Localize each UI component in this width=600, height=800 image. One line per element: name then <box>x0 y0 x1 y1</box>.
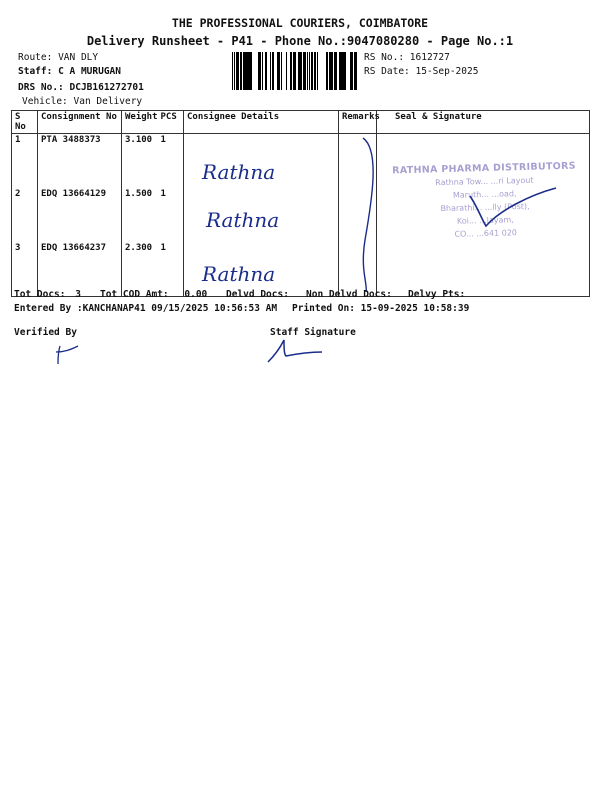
tot-cod-value: 0.00 <box>184 289 208 300</box>
handwritten-signature: Rathna <box>202 262 276 286</box>
rs-date-label: RS Date: <box>364 66 410 77</box>
route-value: VAN DLY <box>58 52 99 63</box>
vehicle-value: Van Delivery <box>73 96 143 107</box>
cell-consignment: EDQ 13664237 <box>38 242 122 297</box>
cell-weight: 3.100 <box>122 134 158 189</box>
tot-docs-label: Tot Docs: <box>14 289 66 300</box>
rs-date-value: 15-Sep-2025 <box>415 66 479 77</box>
col-header-weight: Weight <box>122 111 158 134</box>
cell-consignment: EDQ 13664129 <box>38 188 122 242</box>
col-header-consignee: Consignee Details <box>184 111 339 134</box>
drs-value: DCJB161272701 <box>69 82 144 93</box>
vehicle-label: Vehicle: <box>22 96 68 107</box>
entered-by: Entered By :KANCHANAP41 09/15/2025 10:56:53 AM <box>14 303 278 314</box>
cell-pcs: 1 <box>158 188 184 242</box>
cell-pcs: 1 <box>158 242 184 297</box>
tot-cod-label: Tot COD Amt: <box>100 289 169 300</box>
tot-docs <box>14 289 81 300</box>
staff-value: C A MURUGAN <box>58 66 121 77</box>
tot-cod <box>100 289 207 300</box>
page-title: THE PROFESSIONAL COURIERS, COIMBATORE <box>171 16 429 30</box>
stamp-line: Rathna Tow... ...ri Layout <box>435 175 534 188</box>
handwritten-signature: Rathna <box>206 208 280 232</box>
cell-weight: 2.300 <box>122 242 158 297</box>
col-header-consignment: Consignment No <box>38 111 122 134</box>
cell-weight: 1.500 <box>122 188 158 242</box>
staff-label: Staff: <box>18 66 53 77</box>
stamp-line: CO... ...641 020 <box>454 228 518 239</box>
cell-sno: 2 <box>12 188 38 242</box>
col-header-pcs: PCS <box>158 111 184 134</box>
stamp-line: RATHNA PHARMA DISTRIBUTORS <box>392 160 577 177</box>
cell-sno: 1 <box>12 134 38 189</box>
cell-pcs: 1 <box>158 134 184 189</box>
printed-on: Printed On: 15-09-2025 10:58:39 <box>292 303 470 314</box>
delvy-pts-label: Delvy Pts: <box>408 289 466 300</box>
handwritten-signature: Rathna <box>202 160 276 184</box>
col-header-seal: Seal & Signature <box>377 111 590 134</box>
stamp-line: Maruth... ...oad, <box>452 189 517 200</box>
cell-consignment: PTA 3488373 <box>38 134 122 189</box>
runsheet-subtitle: Delivery Runsheet - P41 - Phone No.:9047080280 - Page No.:1 <box>86 34 514 48</box>
delvd-docs-label: Delvd Docs: <box>226 289 289 300</box>
col-header-sno: S No <box>12 111 38 134</box>
route-label: Route: <box>18 52 53 63</box>
cell-sno: 3 <box>12 242 38 297</box>
tot-docs-value: 3 <box>75 289 81 300</box>
stamp-line: Koi... ...layam, <box>456 215 514 226</box>
stamp-line: Bharathi... ...lly (Post), <box>440 201 530 214</box>
non-delvd-docs-label: Non Delvd Docs: <box>306 289 392 300</box>
rs-no-value: 1612727 <box>409 52 450 63</box>
staff-signature-label: Staff Signature <box>270 327 356 338</box>
rs-no-label: RS No.: <box>364 52 405 63</box>
verified-by-label: Verified By <box>14 327 77 338</box>
col-header-remarks: Remarks <box>339 111 377 134</box>
drs-label: DRS No.: <box>18 82 64 93</box>
